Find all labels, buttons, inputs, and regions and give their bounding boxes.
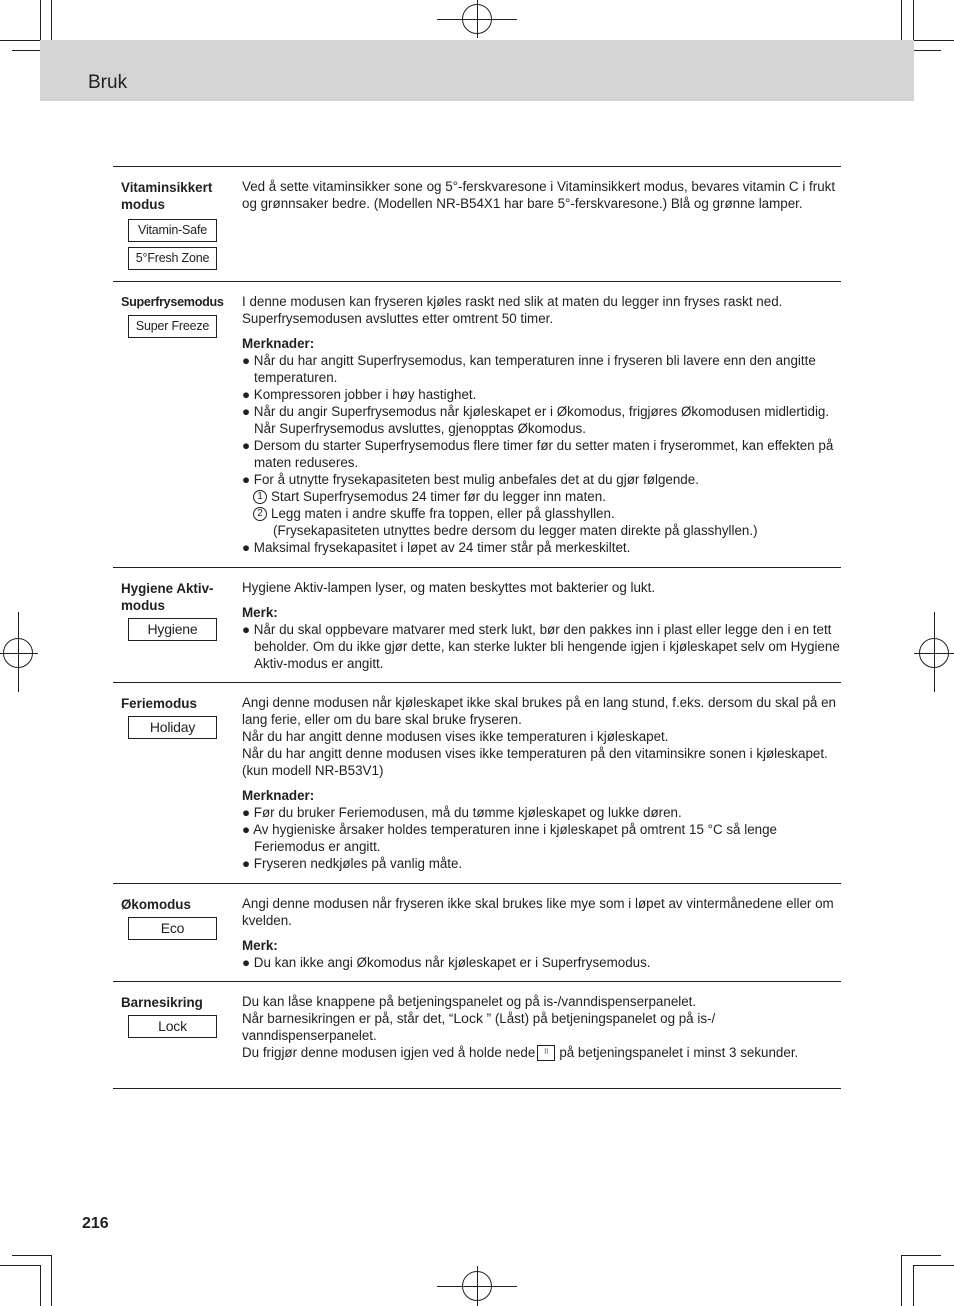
step-note: (Frysekapasiteten utnyttes bedre dersom du legger maten direkte på glasshyllen.): [273, 523, 758, 538]
vitamin-safe-button-label: Vitamin-Safe: [128, 219, 217, 242]
step-text: Start Superfrysemodus 24 timer før du legger inn maten.: [271, 489, 606, 504]
lock-button-label: Lock: [128, 1015, 217, 1038]
text-fragment: Du frigjør denne modusen igjen ved å holde nede: [242, 1045, 536, 1060]
step-item: [242, 505, 841, 522]
description: Hygiene Aktiv-lampen lyser, og maten beskyttes mot bakterier og lukt.: [242, 580, 656, 595]
mode-title: Barnesikring: [121, 995, 203, 1010]
page-number: 216: [82, 1215, 109, 1232]
mode-title: Vitaminsikkert modus: [121, 180, 213, 212]
description: [242, 1044, 841, 1061]
hygiene-button-label: Hygiene: [128, 618, 217, 641]
mode-title: Feriemodus: [121, 696, 197, 711]
header-bar: [40, 40, 914, 101]
panel-button-icon: ⠿: [537, 1045, 555, 1061]
notes-heading: Merknader:: [242, 336, 315, 351]
list-item: ● Når du skal oppbevare matvarer med sterk lukt, bør den pakkes inn i plast eller legge den i en tett beholder. Om du ikke gjør dette, kan sterke lukter bli hengende igjen i kjøleskapet selv om Hygiene Aktiv-modus er angitt.: [242, 622, 840, 671]
table-row-eco: [113, 884, 841, 982]
text-fragment: Når barnesikringen er på, står det, “: [242, 1011, 454, 1026]
list-item: ● Av hygieniske årsaker holdes temperaturen inne i kjøleskapet på omtrent 15 °C så lenge Feriemodus er angitt.: [242, 822, 777, 854]
table-row-hygiene: [113, 568, 841, 683]
step-item: [242, 488, 841, 505]
mode-title: Superfrysemodus: [121, 295, 224, 309]
list-item: ● Maksimal frysekapasitet i løpet av 24 timer står på merkeskiltet.: [242, 540, 631, 555]
description: Når du har angitt denne modusen vises ikke temperaturen i kjøleskapet.: [242, 729, 669, 744]
list-item: ● Du kan ikke angi Økomodus når kjøleskapet er i Superfrysemodus.: [242, 955, 651, 970]
page-title: Bruk: [88, 72, 128, 93]
table-row-superfreeze: [113, 282, 841, 568]
mode-title: Økomodus: [121, 897, 191, 912]
list-item: ● Når du har angitt Superfrysemodus, kan temperaturen inne i fryseren bli lavere enn den angitte temperaturen.: [242, 353, 816, 385]
list-item: ● Kompressoren jobber i høy hastighet.: [242, 387, 477, 402]
description: Når du har angitt denne modusen vises ikke temperaturen på den vitaminsikre sonen i kjøleskapet. (kun modell NR-B53V1): [242, 746, 828, 778]
list-item: ● For å utnytte frysekapasiteten best mulig anbefales det at du gjør følgende.: [242, 472, 699, 487]
step-number: 1: [253, 490, 267, 504]
table-row-childlock: [113, 982, 841, 1089]
super-freeze-button-label: Super Freeze: [128, 315, 217, 338]
mode-title: Hygiene Aktiv-modus: [121, 581, 214, 613]
description: Angi denne modusen når fryseren ikke skal brukes like mye som i løpet av vintermånedene eller om kvelden.: [242, 896, 834, 928]
holiday-button-label: Holiday: [128, 716, 217, 739]
notes-heading: Merknader:: [242, 788, 315, 803]
description: [242, 1010, 841, 1044]
fresh-zone-button-label: 5°Fresh Zone: [128, 247, 217, 270]
step-number: 2: [253, 507, 267, 521]
description: Du kan låse knappene på betjeningspanelet og på is-/vanndispenserpanelet.: [242, 994, 697, 1009]
description: I denne modusen kan fryseren kjøles raskt ned slik at maten du legger inn fryses raskt ned. Superfrysemodusen avsluttes etter omtrent 50 timer.: [242, 294, 783, 326]
table-row-vitamin: [113, 167, 841, 282]
text-fragment: ” (Låst) på betjeningspanelet og på is-/ vanndispenserpanelet.: [242, 1011, 716, 1043]
list-item: ● Før du bruker Feriemodusen, må du tømme kjøleskapet og lukke døren.: [242, 805, 682, 820]
description: Angi denne modusen når kjøleskapet ikke skal brukes på en lang stund, f.eks. dersom du skal på en lang ferie, eller om du bare skal bruke fryseren.: [242, 695, 836, 727]
notes-heading: Merk:: [242, 938, 278, 953]
list-item: ● Dersom du starter Superfrysemodus flere timer før du setter maten i fryserommet, kan effekten på maten reduseres.: [242, 438, 834, 470]
table-row-holiday: [113, 683, 841, 884]
list-item: ● Fryseren nedkjøles på vanlig måte.: [242, 856, 463, 871]
mode-table: [113, 166, 841, 1089]
lock-label: Lock: [453, 1010, 483, 1026]
list-item: ● Når du angir Superfrysemodus når kjøleskapet er i Økomodus, frigjøres Økomodusen midlertidig. Når Superfrysemodus avsluttes, gjenopptas Økomodus.: [242, 404, 830, 436]
notes-heading: Merk:: [242, 605, 278, 620]
step-text: Legg maten i andre skuffe fra toppen, eller på glasshyllen.: [271, 506, 615, 521]
eco-button-label: Eco: [128, 917, 217, 940]
text-fragment: på betjeningspanelet i minst 3 sekunder.: [559, 1045, 799, 1060]
description: Ved å sette vitaminsikker sone og 5°-ferskvaresone i Vitaminsikkert modus, bevares vitamin C i frukt og grønnsaker bedre. (Modellen NR-B54X1 har bare 5°-ferskvaresone.) Blå og grønne lamper.: [242, 179, 836, 211]
